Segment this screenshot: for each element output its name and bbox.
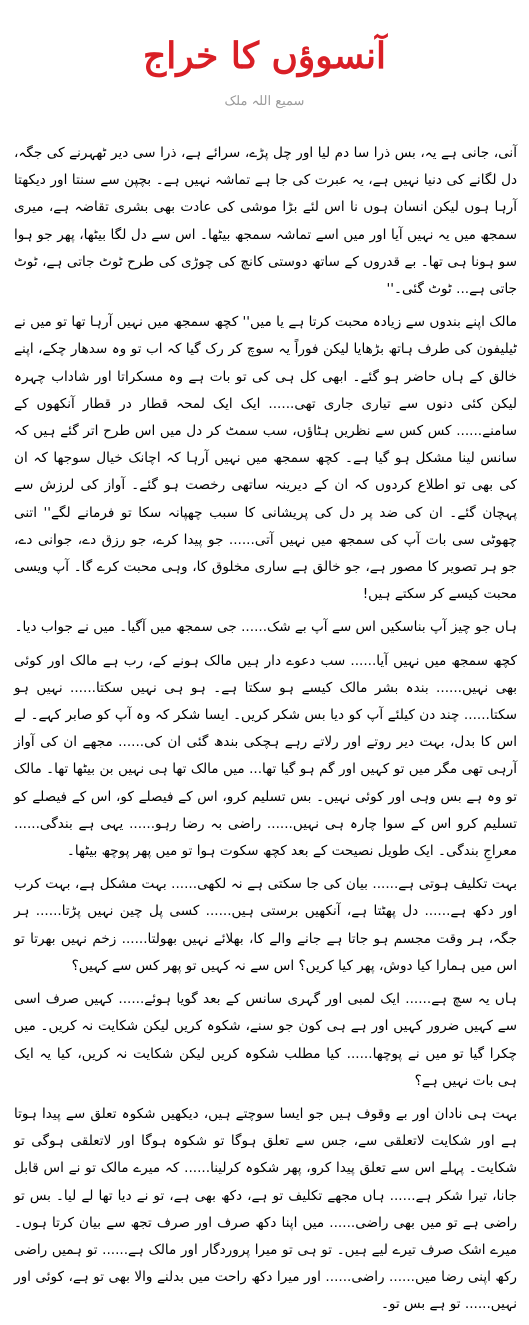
article-title: آنسوؤں کا خراج [142,35,387,77]
paragraph: ہاں جو چیز آپ بناسکیں اس سے آپ بے شک...... جی سمجھ میں آگیا۔ میں نے جواب دیا۔ [14,619,517,636]
paragraph: آنی، جانی ہے یہ، بس ذرا سا دم لیا اور چل پڑے، سرائے ہے، ذرا سی دیر ٹھہرنے کی جگہ، دل لگانے کی دنیا نہیں ہے، یہ عبرت کی جا ہے تماشہ نہیں ہے۔ بچپن سے سنتا اور دیکھتا آرہا ہوں لیکن انسان ہوں نا اس لئے بڑا موشی کی عادت بھی بشری تقاضہ ہے، میری سمجھ میں یہ نہیں آیا اور میں اسے تماشہ سمجھ بیٹھا۔ اس سے دل لگا بیٹھا، پھر جو ہوا سو ہونا ہی تھا۔ بے قدروں کے ساتھ دوستی کانچ کی چوڑی کی طرح ٹوٹ جاتی ہے، ٹوٹ جاتی ہے... ٹوٹ گئی۔'' [14,145,517,298]
paragraph: ہاں یہ سچ ہے...... ایک لمبی اور گہری سانس کے بعد گویا ہوئے...... کہیں صرف اسی سے کہیں ضرور کہیں اور ہے ہی کون جو سنے، شکوہ کریں لیکن شکایت نہ کریں۔ میں چکرا گیا تو میں نے پوچھا...... کیا مطلب شکوہ کریں لیکن شکایت نہ کریں، کیا یہ ایک ہی بات نہیں ہے؟ [14,991,517,1089]
author-byline: سمیع اللہ ملک [224,94,305,109]
article-body [14,140,517,1325]
paragraph: مالک اپنے بندوں سے زیادہ محبت کرتا ہے یا میں'' کچھ سمجھ میں نہیں آرہا تھا تو میں نے ٹیلیفون کی طرف ہاتھ بڑھایا لیکن فوراً یہ سوچ کر رک گیا کہ اب تو وہ سدھار چکے، اپنے خالق کے ہاں حاضر ہو گئے۔ ابھی کل ہی کی تو بات ہے وہ مسکراتا اور شاداب چہرہ لیکن کئی دنوں سے تیاری جاری تھی...... ایک ایک لمحہ قطار در قطار آنکھوں کے سامنے...... کس کس سے نظریں ہٹاؤں، سب سمٹ کر دل میں اس طرح اتر گئے ہیں کہ سانس لینا مشکل ہو گیا ہے۔ کچھ سمجھ میں نہیں آرہا کہ اچانک خیال سوجھا کہ ان کی بھی تو اطلاع کردوں کہ ان کے دیرینہ ساتھی رخصت ہو گئے۔ آواز کی لرزش سے پہچان گئے۔ ان کی ضد پر دل کی پریشانی کا سبب چھپانہ سکا تو فرمانے لگے'' اتنی چھوٹی سی بات آپ کی سمجھ میں نہیں آتی...... جو پیدا کرے، جو رزق دے، جوانی دے، جو ہر تصویر کا مصور ہے، جو خالق ہے ساری مخلوق کا، وہی محبت کرے گا۔ آپ ویسی محبت کیسے کر سکتے ہیں! [14,314,517,603]
paragraph: بہت تکلیف ہوتی ہے...... بیان کی جا سکتی ہے نہ لکھی...... بہت مشکل ہے، بہت کرب اور دکھ ہے...... دل پھٹتا ہے، آنکھیں برستی ہیں...... کسی پل چین نہیں پڑتا...... ہر جگہ، ہر وقت مجسم ہو جاتا ہے جانے والے کا، بھلائے نہیں بھولتا...... زخم نہیں بھرتا تو اس میں ہمارا کیا دوش، پھر کیا کریں؟ اس سے نہ کہیں تو پھر کس سے کہیں؟ [14,876,517,974]
paragraph: بہت ہی نادان اور بے وقوف ہیں جو ایسا سوچتے ہیں، دیکھیں شکوہ تعلق سے پیدا ہوتا ہے اور شکایت لاتعلقی سے، جس سے تعلق ہوگا تو شکوہ ہوگا اور لاتعلقی ہوگی تو شکایت۔ پہلے اس سے تعلق پیدا کرو، پھر شکوہ کرلینا...... کہ میرے مالک تو نے اس قابل جانا، تیرا شکر ہے...... ہاں مجھے تکلیف تو ہے، دکھ بھی ہے، تو نے دیا تھا لے لیا۔ بس تو راضی ہے تو میں بھی راضی...... میں اپنا دکھ صرف اور صرف تجھ سے بیان کرتا ہوں۔ میرے اشک صرف تیرے لیے ہیں۔ تو ہی تو میرا پروردگار اور مالک ہے...... تو ہمیں راضی رکھ اپنی رضا میں...... راضی...... اور میرا دکھ راحت میں بدلنے والا بھی تو ہے، کوئی اور نہیں...... تو ہے بس تو۔ [14,1105,517,1313]
paragraph: کچھ سمجھ میں نہیں آیا...... سب دعوے دار ہیں مالک ہونے کے، رب ہے مالک اور کوئی بھی نہیں...... بندہ بشر مالک کیسے ہو سکتا ہے۔ ہو ہی نہیں سکتا...... نہیں ہو سکتا...... چند دن کیلئے آپ کو دیا بس شکر کریں۔ ایسا شکر کہ وہ آپ کو صابر کہے۔ لے اس کا بدل، بہت دیر روتے اور رلاتے رہے ہچکی بندھ گئی ان کی...... مجھے ان کی آواز آرہی تھی مگر میں تو کہیں اور گم ہو گیا تھا... میں مالک تھا ہی نہیں بن بیٹھا تھا۔ مالک تو وہ ہے بس وہی اور کوئی نہیں۔ بس تسلیم کرو، اس کے فیصلے کو، اس کے فیصلے کو تسلیم کرو اس کے سوا چارہ ہی نہیں...... راضی بہ رضا رہو...... یہی ہے بندگی...... معراجِ بندگی۔ ایک طویل نصیحت کے بعد کچھ سکوت ہوا تو میں پھر پوچھ بیٹھا۔ [14,652,517,860]
